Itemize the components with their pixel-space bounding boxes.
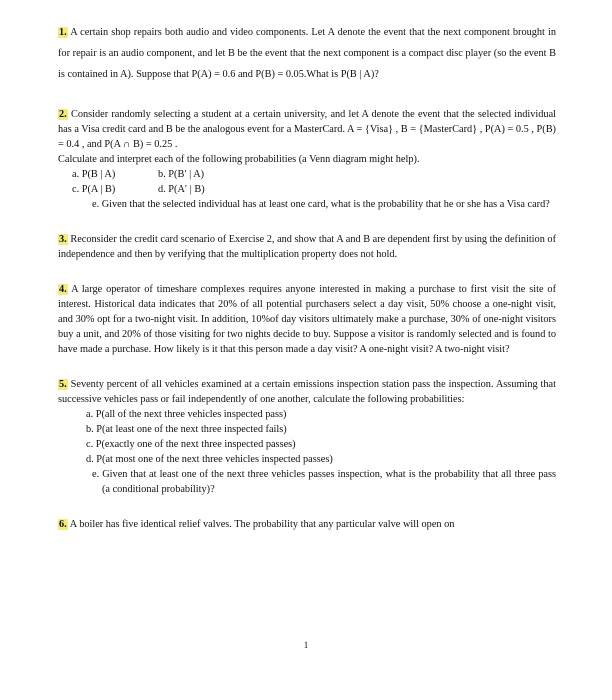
sub-question-b: b. P(B′ | A) (158, 169, 205, 180)
sub-question-list (58, 167, 556, 212)
problem-text: A boiler has five identical relief valves. The probability that any particular valve will open on (69, 519, 455, 530)
problem-2 (58, 107, 556, 212)
problem-text: A certain shop repairs both audio and video components. Let A denote the event that the next component brought in for repair is an audio component, and let B be the event that the next component is a compact disc player (so the event B is contained in A). Suppose that P(A) = 0.6 and P(B) = 0.05.What is P(B | A)? (58, 27, 556, 80)
list-item (72, 182, 556, 197)
sub-question-d: d. P(A′ | B) (158, 184, 205, 195)
problem-instruction: Calculate and interpret each of the following probabilities (a Venn diagram might help). (58, 154, 420, 165)
list-item: b. P(at least one of the next three inspected fails) (86, 424, 287, 435)
page-number: 1 (303, 640, 309, 650)
problem-text: Seventy percent of all vehicles examined at a certain emissions inspection station pass the inspection. Assuming that successive vehicles pass or fail independently of one another, calculate the following probabilities: (58, 379, 556, 405)
problem-6 (58, 517, 556, 532)
problem-3 (58, 232, 556, 262)
list-item: c. P(exactly one of the next three inspected passes) (86, 439, 296, 450)
list-item: e. Given that at least one of the next three vehicles passes inspection, what is the probability that all three pass (a conditional probability)? (92, 469, 556, 495)
problem-text: Reconsider the credit card scenario of Exercise 2, and show that A and B are dependent first by using the definition of independence and then by verifying that the multiplication property does not hold. (58, 234, 556, 260)
list-item: a. P(all of the next three vehicles inspected pass) (86, 409, 287, 420)
problem-number: 4. (59, 284, 67, 295)
problem-5 (58, 377, 556, 497)
problem-text: A large operator of timeshare complexes requires anyone interested in making a purchase to first visit the site of interest. Historical data indicates that 20% of all potential purchasers select a day visit, 50% choose a one-night visit, and 30% opt for a two-night visit. In addition, 10%of day visitors ultimately make a purchase, 30% of one-night visitors buy a unit, and 20% of those visiting for two nights decide to buy. Suppose a visitor is randomly selected and is found to have made a purchase. How likely is it that this person made a day visit? A one-night visit? A two-night visit? (58, 284, 556, 355)
list-item (72, 167, 556, 182)
sub-question-a: a. P(B | A) (72, 169, 116, 180)
sub-question-c: c. P(A | B) (72, 184, 116, 195)
problem-number: 5. (59, 379, 67, 390)
problem-number: 2. (59, 109, 67, 120)
list-item: d. P(at most one of the next three vehicles inspected passes) (86, 454, 333, 465)
sub-question-list (58, 407, 556, 497)
problem-number: 1. (59, 27, 67, 38)
problem-number: 3. (59, 234, 67, 245)
sub-question-e: e. Given that the selected individual has at least one card, what is the probability that he or she has a Visa card? (92, 199, 550, 210)
problem-number: 6. (59, 519, 67, 530)
problem-4 (58, 282, 556, 357)
problem-1 (58, 22, 556, 85)
problem-text: Consider randomly selecting a student at a certain university, and let A denote the event that the selected individual has a Visa credit card and B be the analogous event for a MasterCard. A = {Visa} , B = {MasterCard} , P(A) = 0.5 , P(B) = 0.4 , and P(A ∩ B) = 0.25 . (58, 109, 556, 150)
